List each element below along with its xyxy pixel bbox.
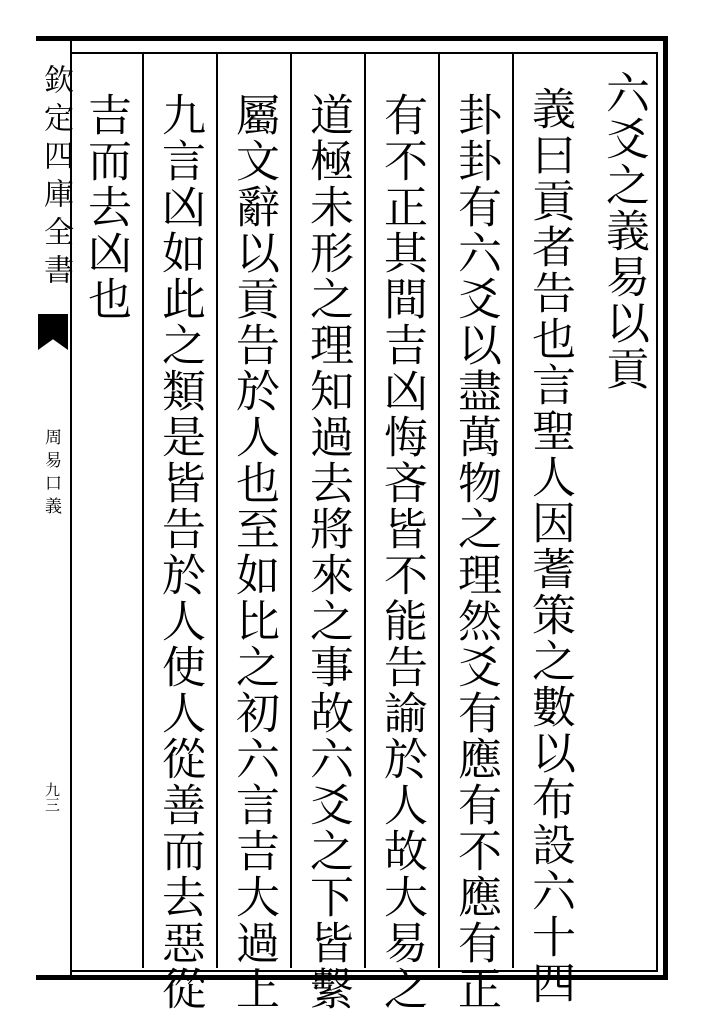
- text-column-3: 卦卦有六爻以盡萬物之理然爻有應有不應有正: [450, 92, 501, 1012]
- text-column-8: 吉而去凶也: [80, 92, 131, 322]
- column-rule: [216, 54, 218, 968]
- text-column-6: 屬文辭以貢告於人也至如比之初六言吉大過上: [228, 92, 279, 1012]
- column-rule: [512, 54, 514, 968]
- column-rule: [290, 54, 292, 968]
- column-rule: [142, 54, 144, 968]
- book-title: 周易口義: [41, 428, 61, 520]
- text-column-5: 道極未形之理知過去將來之事故六爻之下皆繫: [302, 92, 353, 1012]
- edition-title: 欽定四庫全書: [38, 64, 73, 292]
- column-rule: [438, 54, 440, 968]
- text-column-1: 六爻之義易以貢: [598, 70, 649, 392]
- text-column-2: 義曰貢者告也言聖人因蓍策之數以布設六十四: [524, 86, 575, 1006]
- page-number: 九三: [43, 782, 61, 812]
- column-rule: [364, 54, 366, 968]
- text-column-7: 九言凶如此之類是皆告於人使人從善而去惡從: [154, 92, 205, 1012]
- text-column-4: 有不正其間吉凶悔吝皆不能告諭於人故大易之: [376, 92, 427, 1012]
